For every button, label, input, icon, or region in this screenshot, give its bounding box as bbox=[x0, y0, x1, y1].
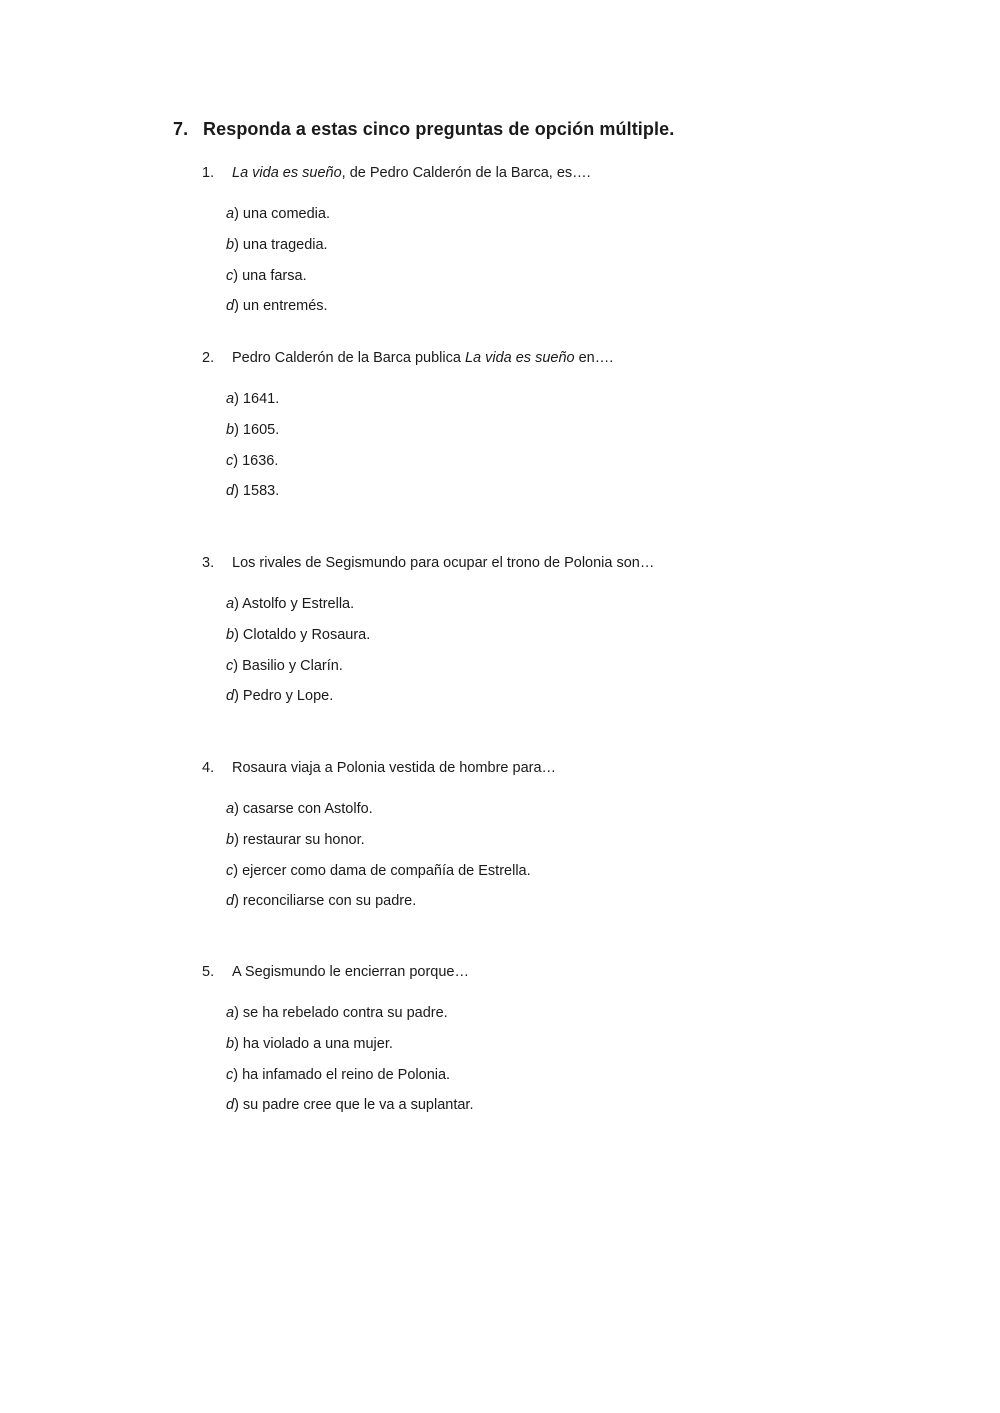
option-letter: a bbox=[226, 1005, 235, 1021]
option-text: ) Basilio y Clarín. bbox=[233, 658, 343, 674]
option-letter: c bbox=[226, 658, 234, 674]
option-letter: b bbox=[226, 832, 235, 848]
option-letter: b bbox=[226, 237, 235, 253]
option-letter: b bbox=[226, 1036, 235, 1052]
option-b bbox=[226, 832, 365, 848]
option-text: ) ejercer como dama de compañía de Estrella. bbox=[233, 863, 531, 879]
question-number: 2. bbox=[202, 350, 215, 366]
option-d bbox=[226, 483, 279, 499]
option-a bbox=[226, 596, 354, 612]
option-c bbox=[226, 863, 531, 879]
option-letter: d bbox=[226, 1097, 235, 1113]
option-text: ) Astolfo y Estrella. bbox=[234, 596, 355, 612]
option-a bbox=[226, 801, 373, 817]
option-letter: c bbox=[226, 453, 234, 469]
option-d bbox=[226, 893, 416, 909]
option-text: ) ha violado a una mujer. bbox=[234, 1036, 393, 1052]
option-letter: a bbox=[226, 801, 235, 817]
option-letter: a bbox=[226, 596, 235, 612]
option-letter: a bbox=[226, 391, 235, 407]
option-letter: b bbox=[226, 627, 235, 643]
option-text: ) su padre cree que le va a suplantar. bbox=[234, 1097, 474, 1113]
option-letter: d bbox=[226, 298, 235, 314]
option-b bbox=[226, 237, 328, 253]
option-text: ) 1583. bbox=[234, 483, 280, 499]
option-d bbox=[226, 688, 333, 704]
option-text: ) una comedia. bbox=[234, 206, 330, 222]
question-number: 1. bbox=[202, 165, 215, 181]
question-3 bbox=[202, 555, 654, 571]
option-b bbox=[226, 422, 279, 438]
option-c bbox=[226, 1067, 450, 1083]
option-letter: d bbox=[226, 893, 235, 909]
option-letter: c bbox=[226, 1067, 234, 1083]
option-text: ) una farsa. bbox=[233, 268, 307, 284]
question-text: Rosaura viaja a Polonia vestida de hombre para… bbox=[232, 760, 557, 776]
question-4 bbox=[202, 760, 556, 776]
exercise-title: Responda a estas cinco preguntas de opción múltiple. bbox=[203, 119, 675, 139]
option-b bbox=[226, 627, 370, 643]
option-letter: c bbox=[226, 268, 234, 284]
option-letter: a bbox=[226, 206, 235, 222]
option-c bbox=[226, 268, 307, 284]
option-text: ) se ha rebelado contra su padre. bbox=[234, 1005, 448, 1021]
option-text: ) restaurar su honor. bbox=[234, 832, 365, 848]
option-text: ) 1641. bbox=[234, 391, 280, 407]
exercise-heading bbox=[173, 119, 674, 140]
question-number: 5. bbox=[202, 964, 215, 980]
question-text: A Segismundo le encierran porque… bbox=[232, 964, 469, 980]
question-2 bbox=[202, 350, 613, 366]
option-a bbox=[226, 1005, 448, 1021]
exercise-number: 7. bbox=[173, 119, 189, 139]
option-letter: b bbox=[226, 422, 235, 438]
option-d bbox=[226, 1097, 473, 1113]
option-letter: c bbox=[226, 863, 234, 879]
option-d bbox=[226, 298, 328, 314]
option-text: ) Clotaldo y Rosaura. bbox=[234, 627, 371, 643]
option-text: ) casarse con Astolfo. bbox=[234, 801, 373, 817]
option-letter: d bbox=[226, 688, 235, 704]
option-c bbox=[226, 453, 278, 469]
option-b bbox=[226, 1036, 393, 1052]
option-text: ) Pedro y Lope. bbox=[234, 688, 334, 704]
question-5 bbox=[202, 964, 469, 980]
option-text: ) ha infamado el reino de Polonia. bbox=[233, 1067, 451, 1083]
option-a bbox=[226, 391, 279, 407]
option-c bbox=[226, 658, 343, 674]
question-1 bbox=[202, 165, 591, 181]
question-number: 3. bbox=[202, 555, 215, 571]
question-text-italic: La vida es sueño bbox=[464, 350, 575, 366]
question-text: , de Pedro Calderón de la Barca, es…. bbox=[341, 165, 591, 181]
question-text: Pedro Calderón de la Barca publica bbox=[232, 350, 465, 366]
option-text: ) una tragedia. bbox=[234, 237, 328, 253]
option-a bbox=[226, 206, 330, 222]
option-text: ) 1605. bbox=[234, 422, 280, 438]
question-number: 4. bbox=[202, 760, 215, 776]
option-text: ) reconciliarse con su padre. bbox=[234, 893, 417, 909]
question-text: Los rivales de Segismundo para ocupar el trono de Polonia son… bbox=[232, 555, 655, 571]
option-letter: d bbox=[226, 483, 235, 499]
question-text: en…. bbox=[574, 350, 614, 366]
option-text: ) 1636. bbox=[233, 453, 279, 469]
question-text-italic: La vida es sueño bbox=[232, 165, 342, 181]
option-text: ) un entremés. bbox=[234, 298, 328, 314]
